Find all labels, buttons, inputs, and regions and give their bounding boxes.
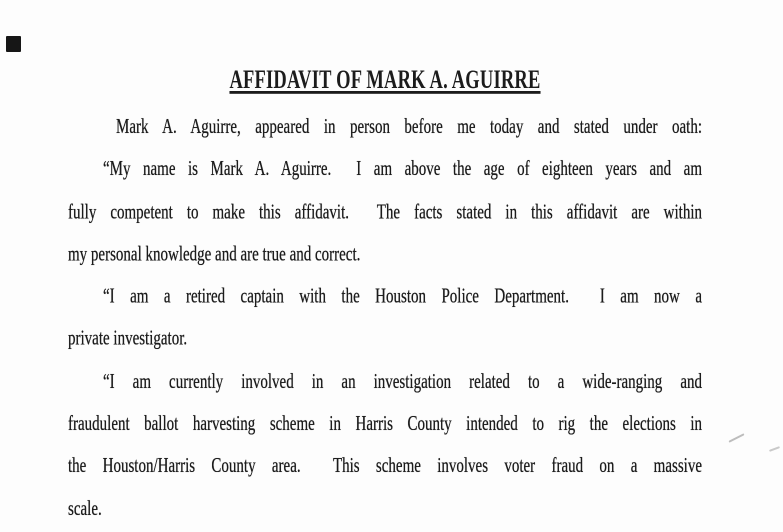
paragraph-line: Mark A. Aguirre, appeared in person before me today and stated under oath: bbox=[116, 116, 702, 139]
document-paragraphs bbox=[68, 106, 702, 530]
text-column bbox=[68, 0, 702, 530]
paragraph-line: my personal knowledge and are true and correct. bbox=[68, 243, 361, 266]
paragraph-line: the Houston/Harris County area. This scheme involves voter fraud on a massive bbox=[68, 455, 702, 478]
paragraph-line: scale. bbox=[68, 497, 102, 521]
paragraph-line: “I am currently involved in an investigation related to a wide-ranging and bbox=[103, 370, 702, 393]
paragraph-line: fraudulent ballot harvesting scheme in Harris County intended to rig the elections in bbox=[68, 412, 702, 436]
paragraph-line: “My name is Mark A. Aguirre. I am above the age of eighteen years and am bbox=[103, 158, 702, 181]
paragraph-line: “I am a retired captain with the Houston Police Department. I am now a bbox=[103, 285, 702, 309]
document-title: AFFIDAVIT OF MARK A. AGUIRRE bbox=[229, 67, 541, 96]
paragraph-line: fully competent to make this affidavit. The facts stated in this affidavit are within bbox=[68, 200, 702, 224]
paragraph-line: private investigator. bbox=[68, 328, 188, 351]
